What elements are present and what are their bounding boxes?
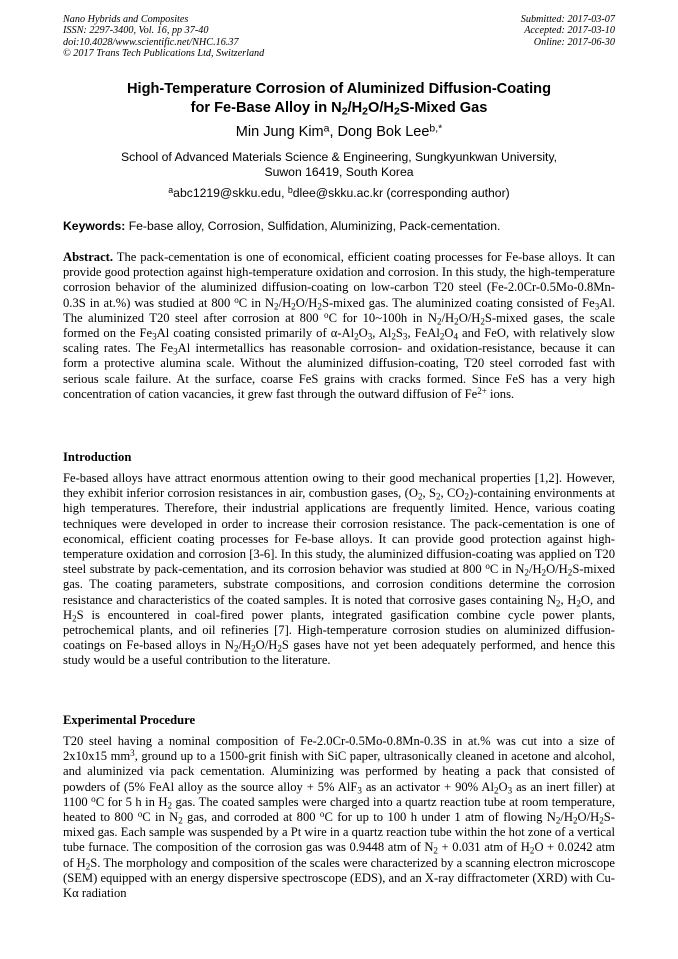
introduction-heading: Introduction [63, 450, 132, 464]
abstract-label: Abstract. [63, 250, 114, 264]
paper-title [63, 80, 615, 118]
accepted-date: Accepted: 2017-03-10 [524, 25, 615, 37]
affiliation: School of Advanced Materials Science & Engineering, Sungkyunkwan University, Suwon 16419, South Korea [120, 150, 558, 179]
title-line-1: High-Temperature Corrosion of Aluminized Diffusion-Coating [126, 81, 552, 97]
author-list: Min Jung Kim$^a$, Dong Bok Lee$^{b,*}$ [235, 123, 443, 140]
email-a: abc1219@skku.edu, [173, 186, 288, 200]
introduction-text: Fe-based alloys have attract enormous attention owing to their good mechanical properties [1,2]. However, they exhibit inferior corrosion resistances in air, combustion gases, ($O_2$, $S_2$, $CO_2$)-containing environments at high temperatures. Therefore, their industrial applications are frequently limited. Hence, various coating techniques were developed in order to increase their corrosion resistance. The pack-cementation is one of economical, efficient coating processes for Fe-base alloys. It can provide good protection against high-temperature oxidation and corrosion [3-6]. In this study, the aluminized diffusion-coating was applied on T20 steel substrate by pack-cementation, and its corrosion behavior was studied at 800 $^o$C in $N_2/H_2O/H_2S$-mixed gas. The coating parameters, substrate compositions, and corrosion conditions determine the corrosion resistance and characteristics of the coated samples. It is noted that corrosive gases containing $N_2$, $H_2O$, and $H_2S$ is encountered in coal-fired power plants, integrated gasification combine cycle power plants, petrochemical plants, and oil refineries [7]. High-temperature corrosion studies on aluminized diffusion-coatings on Fe-based alloys in $N_2/H_2O/H_2S$ gases have not yet been adequately performed, and hence this study would be a useful contribution to the literature. [63, 471, 615, 668]
issn-line: ISSN: 2297-3400, Vol. 16, pp 37-40 [63, 25, 209, 37]
experimental-text: T20 steel having a nominal composition of Fe-2.0Cr-0.5Mo-0.8Mn-0.3S in at.% was cut into a size of 2x10x15 $mm^3$, ground up to a 1500-grit finish with SiC paper, ultrasonically cleaned in acetone and alcohol, and aluminized via pack cementation. Aluminizing was performed by heating a pack that consisted of powders of (5% FeAl alloy as the source alloy + 5% AlF$_3$ as an activator + 90% $Al_2O_3$ as an inert filler) at 1100 $^o$C for 5 h in $H_2$ gas. The coated samples were charged into a quartz reaction tube at room temperature, heated to 800 $^o$C in $N_2$ gas, and corroded at 800 $^o$C for up to 100 h under 1 atm of flowing $N_2/H_2O/H_2S$-mixed gas. Each sample was suspended by a Pt wire in a quartz reaction tube within the hot zone of a vertical tube furnace. The composition of the corrosion gas was 0.9448 atm of $N_2 + 0.031$ atm of $H_2O + 0.0242$ atm of $H_2S$. The morphology and composition of the scales were characterized by a scanning electron microscope (SEM) equipped with an energy dispersive spectroscope (EDS), and an X-ray diffractometer (XRD) with Cu-Kα radiation [63, 734, 616, 901]
author-emails: $^a$abc1219@skku.edu, $^b$dlee@skku.ac.kr (corresponding author) [168, 185, 510, 200]
online-date: Online: 2017-06-30 [533, 36, 615, 48]
author-1: Min Jung Kim [235, 124, 324, 140]
abstract: Abstract. The pack-cementation is one of economical, efficient coating processes for Fe-base alloys. It can provide good protection against high-temperature oxidation and corrosion. In this study, the high-temperature corrosion behavior of the aluminized diffusion-coating on low-carbon T20 steel (Fe-2.0Cr-0.5Mo-0.8Mn-0.3S in at.%) was studied at 800 $^o$C in $N_2/H_2O/H_2S$-mixed gas. The aluminized coating consisted of $Fe_3Al$. The aluminized T20 steel after corrosion at 800 $^o$C for 10~100h in $N_2/H_2O/H_2S$-mixed gases, the scale formed on the $Fe_3Al$ coating consisted primarily of $\alpha-Al_2O_3$, $Al_2S_3$, $FeAl_2O_4$ and FeO, with relatively slow scaling rates. The $Fe_3Al$ intermetallics has reasonable corrosion- and oxidation-resistance, because it can form a protective alumina scale. Without the aluminized diffusion-coating, T20 steel corroded fast with serious scale failure. At the surface, coarse FeS grains with cracks formed. Since FeS has a very high concentration of cation vacancies, it grew fast through the outward diffusion of $Fe^{2+}$ ions. [63, 250, 615, 401]
title-line-2: for Fe-Base Alloy in $N_2/H_2O/H_2S$-Mixed Gas [190, 100, 488, 118]
journal-header-right [521, 14, 615, 48]
author-2: Dong Bok Lee [337, 124, 430, 140]
submitted-date: Submitted: 2017-03-07 [520, 14, 615, 25]
journal-name: Nano Hybrids and Composites [63, 14, 189, 25]
keywords: Keywords: Fe-base alloy, Corrosion, Sulfidation, Aluminizing, Pack-cementation. [63, 219, 501, 233]
keywords-label: Keywords: [63, 219, 126, 233]
experimental-heading: Experimental Procedure [63, 713, 196, 727]
copyright-line: © 2017 Trans Tech Publications Ltd, Switzerland [63, 48, 265, 60]
journal-header-left [63, 14, 264, 60]
doi-line: doi:10.4028/www.scientific.net/NHC.16.37 [63, 36, 239, 48]
email-b: dlee@skku.ac.kr (corresponding author) [292, 186, 510, 200]
